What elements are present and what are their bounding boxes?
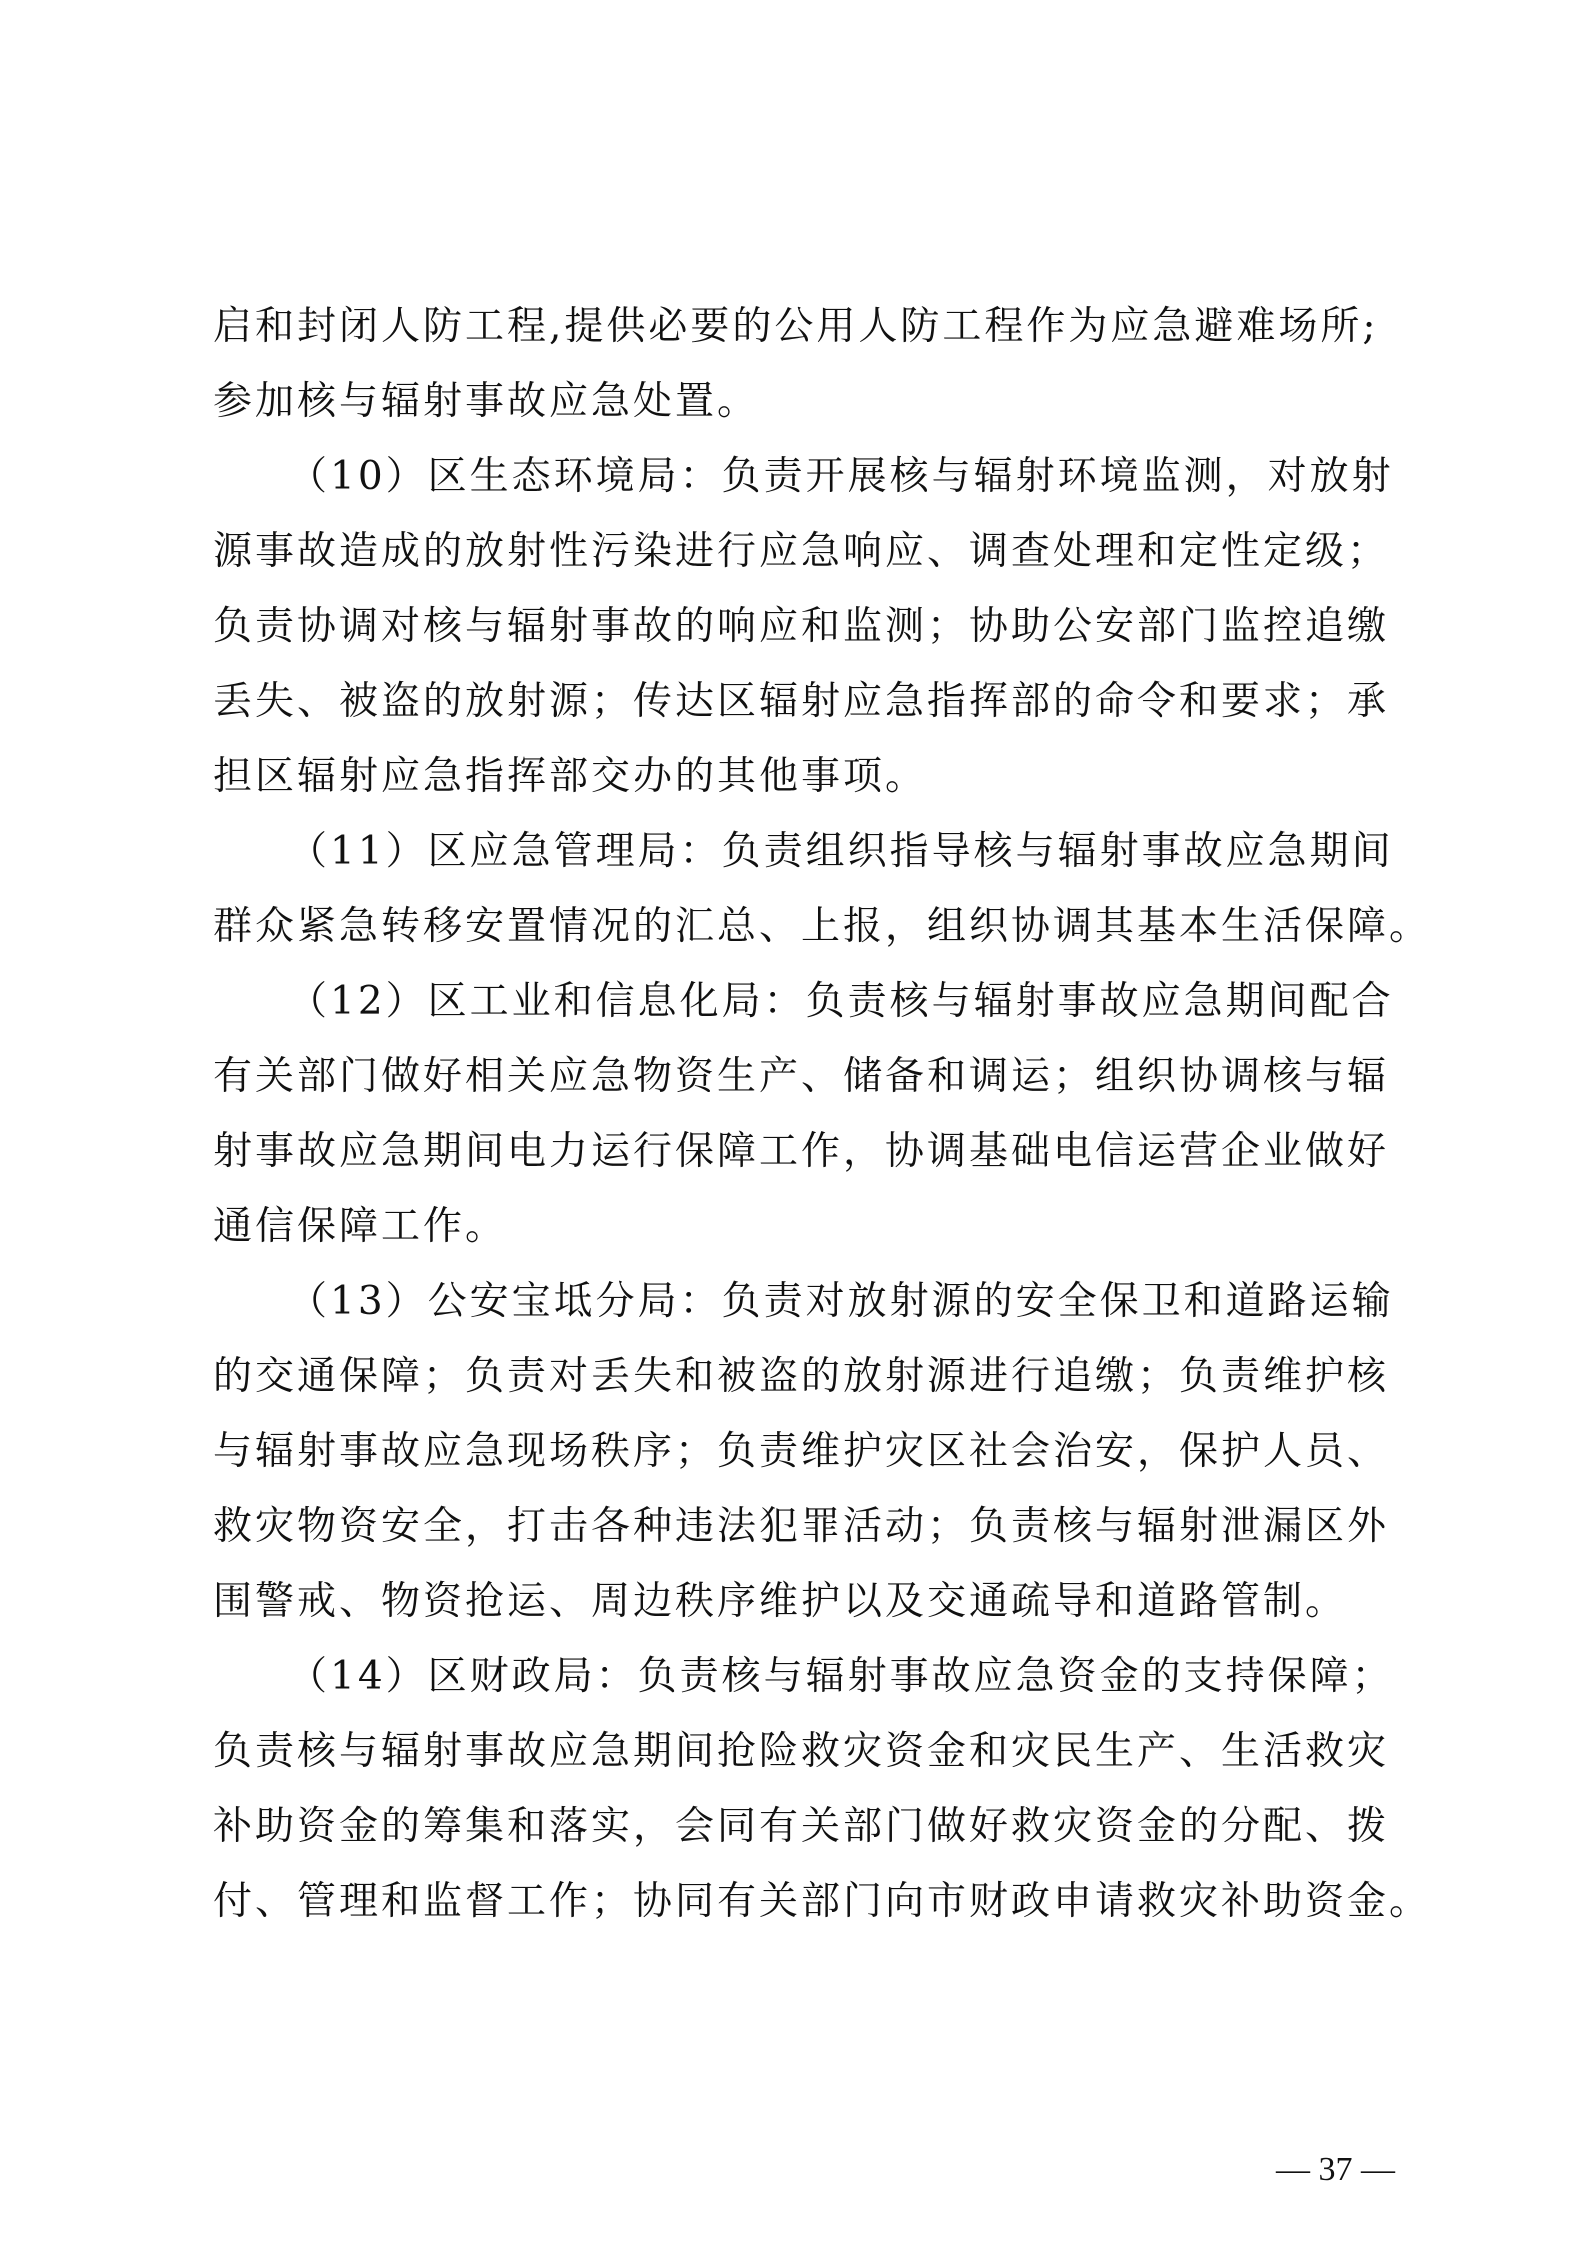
text-line: 付、管理和监督工作；协同有关部门向市财政申请救灾补助资金。 — [213, 1879, 1432, 1924]
text-line: 通信保障工作。 — [213, 1204, 508, 1249]
text-line: 源事故造成的放射性污染进行应急响应、调查处理和定性定级； — [213, 529, 1390, 574]
page-number: — 37 — — [1276, 2151, 1395, 2188]
text-line: 围警戒、物资抢运、周边秩序维护以及交通疏导和道路管制。 — [213, 1579, 1348, 1624]
text-line: 负责协调对核与辐射事故的响应和监测；协助公安部门监控追缴 — [213, 604, 1390, 649]
paragraph-start-line: （11）区应急管理局：负责组织指导核与辐射事故应急期间 — [288, 829, 1394, 874]
text-line: 与辐射事故应急现场秩序；负责维护灾区社会治安，保护人员、 — [213, 1429, 1390, 1474]
paragraph-start-line: （10）区生态环境局：负责开展核与辐射环境监测，对放射 — [288, 454, 1394, 499]
text-line: 救灾物资安全，打击各种违法犯罪活动；负责核与辐射泄漏区外 — [213, 1504, 1390, 1549]
text-line: 担区辐射应急指挥部交办的其他事项。 — [213, 754, 928, 799]
text-line: 负责核与辐射事故应急期间抢险救灾资金和灾民生产、生活救灾 — [213, 1729, 1390, 1774]
text-line: 群众紧急转移安置情况的汇总、上报，组织协调其基本生活保障。 — [213, 904, 1432, 949]
text-line: 参加核与辐射事故应急处置。 — [213, 379, 760, 424]
paragraph-start-line: （14）区财政局：负责核与辐射事故应急资金的支持保障； — [288, 1654, 1394, 1699]
text-line: 的交通保障；负责对丢失和被盗的放射源进行追缴；负责维护核 — [213, 1354, 1390, 1399]
text-line: 射事故应急期间电力运行保障工作，协调基础电信运营企业做好 — [213, 1129, 1390, 1174]
paragraph-start-line: （13）公安宝坻分局：负责对放射源的安全保卫和道路运输 — [288, 1279, 1394, 1324]
text-line: 有关部门做好相关应急物资生产、储备和调运；组织协调核与辐 — [213, 1054, 1390, 1099]
text-line: 补助资金的筹集和落实，会同有关部门做好救灾资金的分配、拨 — [213, 1804, 1390, 1849]
text-line: 丢失、被盗的放射源；传达区辐射应急指挥部的命令和要求；承 — [213, 679, 1390, 724]
text-line: 启和封闭人防工程,提供必要的公用人防工程作为应急避难场所; — [213, 304, 1379, 349]
paragraph-start-line: （12）区工业和信息化局：负责核与辐射事故应急期间配合 — [288, 979, 1394, 1024]
